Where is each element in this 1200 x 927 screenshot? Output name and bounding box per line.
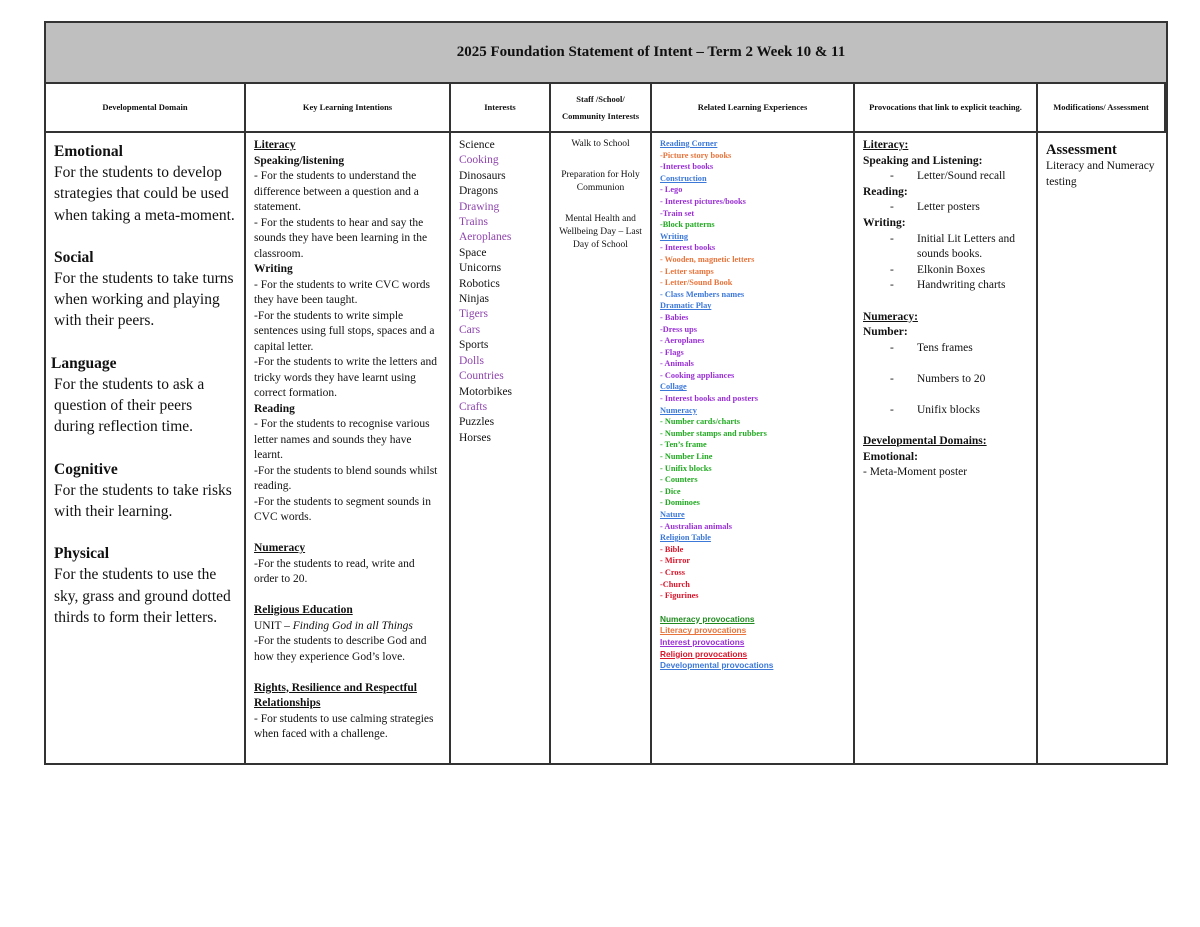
experiences-cell <box>652 133 855 763</box>
experience-category: Reading Corner <box>660 139 718 148</box>
experience-item: -Dress ups <box>660 324 697 334</box>
header-provocations: Provocations that link to explicit teaching. <box>855 84 1038 133</box>
experience-item: - Bible <box>660 544 684 554</box>
experience-item: - Ten’s frame <box>660 440 707 450</box>
legend-item: Religion provocations <box>660 648 748 659</box>
interest-item: Crafts <box>459 400 488 413</box>
intention-item: - For the students to write CVC words they have been taught. <box>254 278 431 306</box>
experience-item: - Aeroplanes <box>660 336 705 346</box>
domain-text: For the students to ask a question of their peers during reflection time. <box>54 375 205 436</box>
intention-item: -For the students to blend sounds whilst reading. <box>254 464 438 492</box>
experience-item: -Train set <box>660 208 695 218</box>
intentions-writing-heading: Writing <box>254 263 293 275</box>
intention-item: -For the students to write the letters and tricky words they have learnt using correct formation. <box>254 356 438 399</box>
experience-item: - Number cards/charts <box>660 417 741 427</box>
interest-item: Puzzles <box>459 416 495 429</box>
experience-item: - Wooden, magnetic letters <box>660 254 755 264</box>
assessment-text: Literacy and Numeracy testing <box>1046 160 1155 188</box>
experience-item: - Interest books and posters <box>660 394 759 404</box>
header-modifications: Modifications/ Assessment <box>1038 84 1166 133</box>
header-developmental-domain: Developmental Domain <box>46 84 246 133</box>
experience-category: Dramatic Play <box>660 301 712 311</box>
intentions-cell <box>246 133 451 763</box>
interest-item: Space <box>459 246 487 259</box>
experience-category: Numeracy <box>660 405 697 415</box>
provocations-cell <box>855 133 1038 763</box>
experience-category: Writing <box>660 231 688 241</box>
domain-title: Physical <box>54 545 110 563</box>
intention-item: -For the students to write simple sentences using full stops, spaces and a capital letter. <box>254 309 435 353</box>
interest-item: Unicorns <box>459 262 502 275</box>
prov-item: - Initial Lit Letters and sounds books. <box>890 232 1016 261</box>
assessment-cell <box>1038 133 1166 763</box>
domain-title: Social <box>54 248 94 266</box>
domain-text: For the students to take risks with their learning. <box>54 481 232 520</box>
prov-reading-heading: Reading: <box>863 185 908 198</box>
title-bar <box>46 23 1166 84</box>
intention-item: - For the students to recognise various letter names and sounds they have learnt. <box>254 418 430 461</box>
domains-cell <box>46 133 246 763</box>
experience-item: -Interest books <box>660 162 714 172</box>
experience-item: - Letter stamps <box>660 266 714 276</box>
experience-category: Religion Table <box>660 533 711 543</box>
experience-item: - Class Members names <box>660 289 745 299</box>
intention-item: -For the students to describe God and how they experience God’s love. <box>254 635 427 663</box>
prov-dev-heading: Developmental Domains: <box>863 435 987 448</box>
legend-item: Developmental provocations <box>660 660 774 671</box>
legend-item: Numeracy provocations <box>660 613 755 624</box>
domain-title: Emotional <box>54 143 123 160</box>
interest-item: Sports <box>459 339 489 352</box>
intentions-numeracy-heading: Numeracy <box>254 542 306 554</box>
experience-item: - Number Line <box>660 452 713 462</box>
interest-item: Cooking <box>459 154 499 167</box>
prov-item: - Tens frames <box>890 341 973 354</box>
prov-speaking-heading: Speaking and Listening: <box>863 154 983 167</box>
experience-category: Nature <box>660 510 685 519</box>
experience-item: - Letter/Sound Book <box>660 278 733 288</box>
experience-item: - Dominoes <box>660 498 700 508</box>
interest-item: Cars <box>459 323 481 336</box>
experience-item: - Dice <box>660 486 681 496</box>
experience-item: - Number stamps and rubbers <box>660 428 767 438</box>
interest-item: Horses <box>459 431 491 444</box>
intention-item: - For the students to understand the difference between a question and a statement. <box>254 170 419 213</box>
intentions-religious-heading: Religious Education <box>254 604 353 616</box>
assessment-title: Assessment <box>1046 142 1117 158</box>
prov-numeracy-heading: Numeracy: <box>863 310 918 323</box>
experience-item: - Interest pictures/books <box>660 196 746 206</box>
statement-of-intent-table <box>44 21 1168 765</box>
prov-item: - Numbers to 20 <box>890 372 986 385</box>
intention-item: - For students to use calming strategies when faced with a challenge. <box>254 712 434 740</box>
header-key-learning-intentions: Key Learning Intentions <box>246 84 451 133</box>
intentions-reading-heading: Reading <box>254 402 295 415</box>
interest-item: Tigers <box>459 308 488 321</box>
page-title: 2025 Foundation Statement of Intent – Term 2 Week 10 & 11 <box>456 44 846 60</box>
intention-item: -For the students to read, write and order to 20. <box>254 557 415 585</box>
intention-item: -For the students to segment sounds in CVC words. <box>254 495 431 523</box>
intentions-rights-heading: Rights, Resilience and Respectful Relationships <box>254 681 417 709</box>
prov-writing-heading: Writing: <box>863 216 906 229</box>
intentions-literacy-heading: Literacy <box>254 139 296 151</box>
interest-item: Dinosaurs <box>459 169 506 182</box>
prov-item: - Letter posters <box>890 201 980 214</box>
unit-prefix: UNIT – <box>254 619 293 632</box>
prov-emotional-heading: Emotional: <box>863 450 918 463</box>
domain-text: For the students to use the sky, grass and ground dotted thirds to form their letters. <box>54 566 231 626</box>
experience-item: - Mirror <box>660 556 691 566</box>
interest-item: Ninjas <box>459 293 490 306</box>
prov-item: - Unifix blocks <box>890 404 980 417</box>
interest-item: Dolls <box>459 354 484 367</box>
domain-text: For the students to take turns when working and playing with their peers. <box>54 269 234 330</box>
interests-cell <box>451 133 551 763</box>
interest-item: Science <box>459 139 495 151</box>
staff-item: Preparation for Holy Communion <box>561 170 640 193</box>
experience-item: - Animals <box>660 359 694 369</box>
domain-text: For the students to develop strategies that could be used when taking a meta-moment. <box>54 164 235 224</box>
experience-item: - Lego <box>660 185 683 195</box>
intention-unit <box>254 619 441 635</box>
experience-item: - Flags <box>660 347 684 357</box>
prov-item: - Handwriting charts <box>890 279 1006 292</box>
unit-title: Finding God in all Things <box>292 619 413 632</box>
legend-item: Interest provocations <box>660 636 745 647</box>
prov-number-heading: Number: <box>863 326 908 339</box>
experience-item: - Australian animals <box>660 521 732 531</box>
experience-item: - Figurines <box>660 591 699 601</box>
experience-item: - Babies <box>660 312 689 322</box>
header-related-learning: Related Learning Experiences <box>652 84 855 133</box>
experience-item: - Unifix blocks <box>660 463 712 473</box>
interest-item: Dragons <box>459 185 498 198</box>
experience-item: - Counters <box>660 475 698 485</box>
interest-item: Robotics <box>459 277 500 290</box>
experience-item: - Cross <box>660 567 685 577</box>
staff-item: Walk to School <box>571 139 630 149</box>
domain-title: Cognitive <box>54 460 118 478</box>
interest-item: Countries <box>459 370 504 383</box>
prov-item: - Elkonin Boxes <box>890 263 986 276</box>
legend-item: Literacy provocations <box>660 625 747 636</box>
experience-item: -Block patterns <box>660 220 715 230</box>
experience-item: -Picture story books <box>660 150 732 160</box>
staff-cell <box>551 133 652 763</box>
experience-category: Collage <box>660 382 687 392</box>
experience-item: -Church <box>660 579 690 589</box>
interest-item: Aeroplanes <box>459 231 512 244</box>
experience-item: - Cooking appliances <box>660 370 735 380</box>
prov-item: - Meta-Moment poster <box>863 466 968 479</box>
domain-title: Language <box>51 354 117 372</box>
staff-item: Mental Health and Wellbeing Day – Last Day of School <box>559 214 642 250</box>
interest-item: Trains <box>459 216 488 229</box>
experience-item: - Interest books <box>660 243 716 253</box>
prov-item: - Letter/Sound recall <box>890 170 1006 183</box>
experience-category: Construction <box>660 173 707 183</box>
intentions-speaking-heading: Speaking/listening <box>254 154 345 167</box>
prov-literacy-heading: Literacy: <box>863 139 909 151</box>
header-interests: Interests <box>451 84 551 133</box>
intention-item: - For the students to hear and say the sounds they have been learning in the classroom. <box>254 216 428 260</box>
header-staff-community: Staff /School/ Community Interests <box>551 84 652 133</box>
interest-item: Drawing <box>459 200 500 213</box>
interest-item: Motorbikes <box>459 385 513 398</box>
